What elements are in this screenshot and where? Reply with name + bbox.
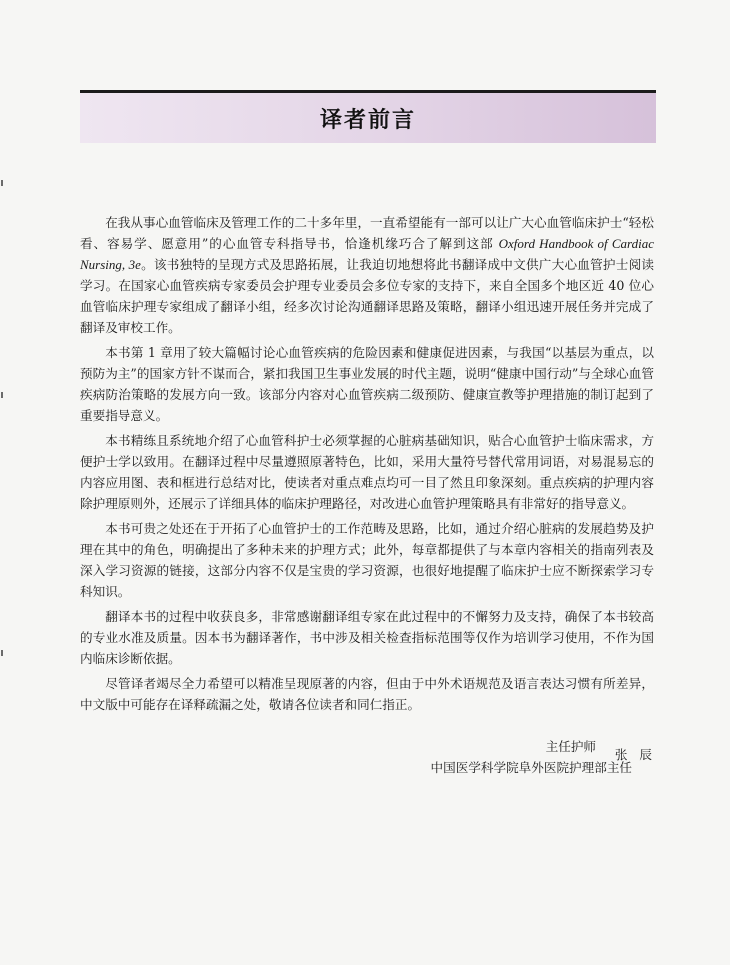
paragraph-5: 翻译本书的过程中收获良多，非常感谢翻译组专家在此过程中的不懈努力及支持，确保了本书较高的专业水准及质量。因本书为翻译著作，书中涉及相关检查指标范围等仅作为培训学习使用，不作为国内临床诊断依据。 — [80, 609, 654, 666]
signature-title: 主任护师 — [545, 739, 596, 754]
paragraph-1-text-a: 在我从事心血管临床及管理工作的二十多年里，一直希望能有一部可以让广大心血管临床护士“轻松看、容易学、愿意用”的心血管专科指导书，恰逢机缘巧合了解到这部 — [80, 215, 654, 251]
paragraph-3: 本书精练且系统地介绍了心血管科护士必须掌握的心脏病基础知识，贴合心血管护士临床需求，方便护士学以致用。在翻译过程中尽量遵照原著特色，比如，采用大量符号替代常用词语，对易混易忘的内容应用图、表和框进行总结对比，使读者对重点难点均可一目了然且印象深刻。重点疾病的护理内容除护理原则外，还展示了详细具体的临床护理路径，对改进心血管护理策略具有非常好的指导意义。 — [80, 433, 654, 511]
signature-name-row — [300, 744, 664, 765]
scan-mark — [1, 392, 3, 398]
paragraph-1-text-b: 。该书独特的呈现方式及思路拓展，让我迫切地想将此书翻译成中文供广大心血管护士阅读学习。在国家心血管疾病专家委员会护理专业委员会多位专家的支持下，来自全国多个地区近 40 位心血管临床护理专家组成了翻译小组，经多次讨论沟通翻译思路及策略，翻译小组迅速开展任务并完成了翻译及审校工作。 — [80, 257, 655, 335]
title-band — [80, 90, 656, 143]
scan-mark — [1, 180, 3, 186]
paragraph-6: 尽管译者竭尽全力希望可以精准呈现原著的内容，但由于中外术语规范及语言表达习惯有所差异，中文版中可能存在译释疏漏之处，敬请各位读者和同仁指正。 — [80, 676, 654, 712]
paragraph-4: 本书可贵之处还在于开拓了心血管护士的工作范畴及思路，比如，通过介绍心脏病的发展趋势及护理在其中的角色，明确提出了多种未来的护理方式；此外，每章都提供了与本章内容相关的指南列表及深入学习资源的链接，这部分内容不仅是宝贵的学习资源，也很好地提醒了临床护士应不断探索学习专科知识。 — [80, 521, 654, 599]
signature-organization: 中国医学科学院阜外医院护理部主任 — [430, 760, 632, 775]
preface-body — [80, 212, 654, 719]
scan-mark — [1, 650, 3, 656]
signature-name-block — [300, 744, 664, 765]
paragraph-2: 本书第 1 章用了较大篇幅讨论心血管疾病的危险因素和健康促进因素，与我国“以基层为重点，以预防为主”的国家方针不谋而合，紧扣我国卫生事业发展的时代主题，说明“健康中国行动”与全球心血管疾病防治策略的发展方向一致。该部分内容对心血管疾病二级预防、健康宣教等护理措施的制订起到了重要指导意义。 — [80, 345, 654, 423]
paragraph-1 — [80, 212, 654, 338]
page-title: 译者前言 — [319, 106, 416, 133]
signature-name: 张辰 — [614, 747, 664, 762]
book-title-english: Oxford Handbook of Cardiac Nursing, 3e — [80, 236, 654, 272]
